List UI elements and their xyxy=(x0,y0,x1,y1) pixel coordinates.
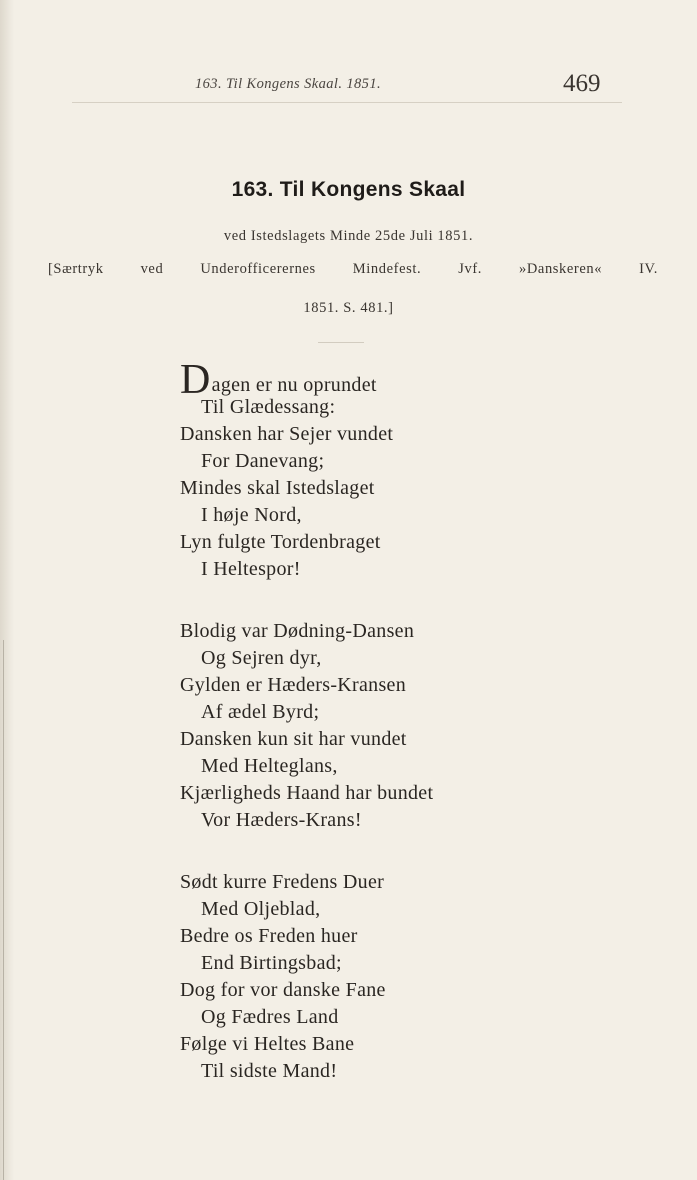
stanza-1 xyxy=(180,357,620,583)
verse-line: Vor Hæders-Krans! xyxy=(201,809,362,831)
stanza-3 xyxy=(180,869,620,1085)
page-number: 469 xyxy=(563,70,601,97)
poem-subtitle: ved Istedslagets Minde 25de Juli 1851. xyxy=(223,228,474,244)
verse-line: Følge vi Heltes Bane xyxy=(180,1033,355,1055)
verse-line: Til Glædessang: xyxy=(201,396,336,418)
verse-line: Til sidste Mand! xyxy=(201,1060,338,1082)
verse-line: Af ædel Byrd; xyxy=(201,701,320,723)
verse-line: I høje Nord, xyxy=(201,504,302,526)
verse-line: Mindes skal Istedslaget xyxy=(180,477,375,499)
verse-line: Lyn fulgte Tordenbraget xyxy=(180,531,381,553)
verse-line: Gylden er Hæders-Kransen xyxy=(180,674,407,696)
source-note: [Særtryk ved Underofficerernes Mindefest. Jvf. »Danskeren« IV. xyxy=(48,261,658,277)
title-rule xyxy=(318,342,364,343)
verse-line: End Birtingsbad; xyxy=(201,952,342,974)
verse-line: Med Helteglans, xyxy=(201,755,338,777)
verse-line: Blodig var Dødning-Dansen xyxy=(180,620,415,642)
header-rule xyxy=(72,102,622,103)
page-shadow-line xyxy=(3,640,4,1180)
verse-line: Sødt kurre Fredens Duer xyxy=(180,871,385,893)
source-note-continuation: 1851. S. 481.] xyxy=(303,300,394,316)
verse-line: Kjærligheds Haand har bundet xyxy=(180,782,434,804)
verse-line: Dansken kun sit har vundet xyxy=(180,728,407,750)
running-head: 163. Til Kongens Skaal. 1851. xyxy=(195,76,382,92)
verse-line: I Heltespor! xyxy=(201,558,301,580)
drop-cap: D xyxy=(180,357,211,403)
stanza-2 xyxy=(180,618,620,834)
verse-line: Dog for vor danske Fane xyxy=(180,979,386,1001)
verse-line-text: agen er nu oprundet xyxy=(211,374,377,396)
verse-line: Bedre os Freden huer xyxy=(180,925,358,947)
verse-line: Og Sejren dyr, xyxy=(201,647,322,669)
poem-title: 163. Til Kongens Skaal xyxy=(231,178,466,201)
verse-line: For Danevang; xyxy=(201,450,325,472)
verse-line: Med Oljeblad, xyxy=(201,898,321,920)
verse-line: Dansken har Sejer vundet xyxy=(180,423,394,445)
verse-line xyxy=(180,357,620,403)
verse-line: Og Fædres Land xyxy=(201,1006,339,1028)
